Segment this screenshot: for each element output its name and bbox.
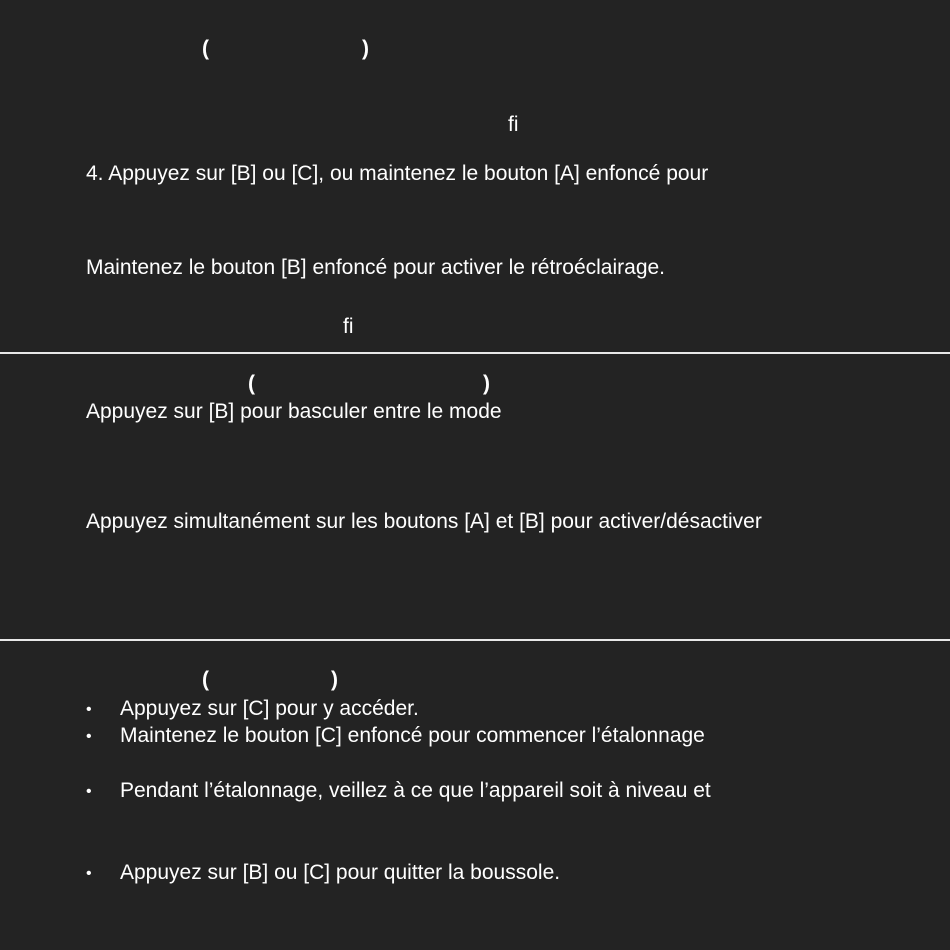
bullet-icon: • bbox=[86, 701, 92, 718]
section-divider bbox=[0, 639, 950, 641]
paren-open: ( bbox=[248, 372, 255, 395]
toggle-text: Appuyez simultanément sur les boutons [A] et [B] pour activer/désactiver bbox=[86, 510, 762, 533]
bullet-icon: • bbox=[86, 783, 92, 800]
mode-text: Appuyez sur [B] pour basculer entre le mode bbox=[86, 400, 502, 423]
bullet-icon: • bbox=[86, 865, 92, 882]
ligature-fragment: ﬁ bbox=[343, 315, 354, 338]
paren-close: ) bbox=[362, 37, 369, 60]
paren-close: ) bbox=[483, 372, 490, 395]
list-item-text: Pendant l’étalonnage, veillez à ce que l’appareil soit à niveau et bbox=[120, 779, 711, 802]
ligature-fragment: ﬁ bbox=[508, 113, 519, 136]
backlight-text: Maintenez le bouton [B] enfoncé pour activer le rétroéclairage. bbox=[86, 256, 666, 279]
bullet-icon: • bbox=[86, 728, 92, 745]
paren-close: ) bbox=[331, 668, 338, 691]
list-item-text: Appuyez sur [C] pour y accéder. bbox=[120, 697, 419, 720]
paren-open: ( bbox=[202, 37, 209, 60]
paren-open: ( bbox=[202, 668, 209, 691]
list-item-text: Maintenez le bouton [C] enfoncé pour commencer l’étalonnage bbox=[120, 724, 705, 747]
section-divider bbox=[0, 352, 950, 354]
list-item-text: Appuyez sur [B] ou [C] pour quitter la boussole. bbox=[120, 861, 561, 884]
step-4-text: 4. Appuyez sur [B] ou [C], ou maintenez le bouton [A] enfoncé pour bbox=[86, 162, 709, 185]
